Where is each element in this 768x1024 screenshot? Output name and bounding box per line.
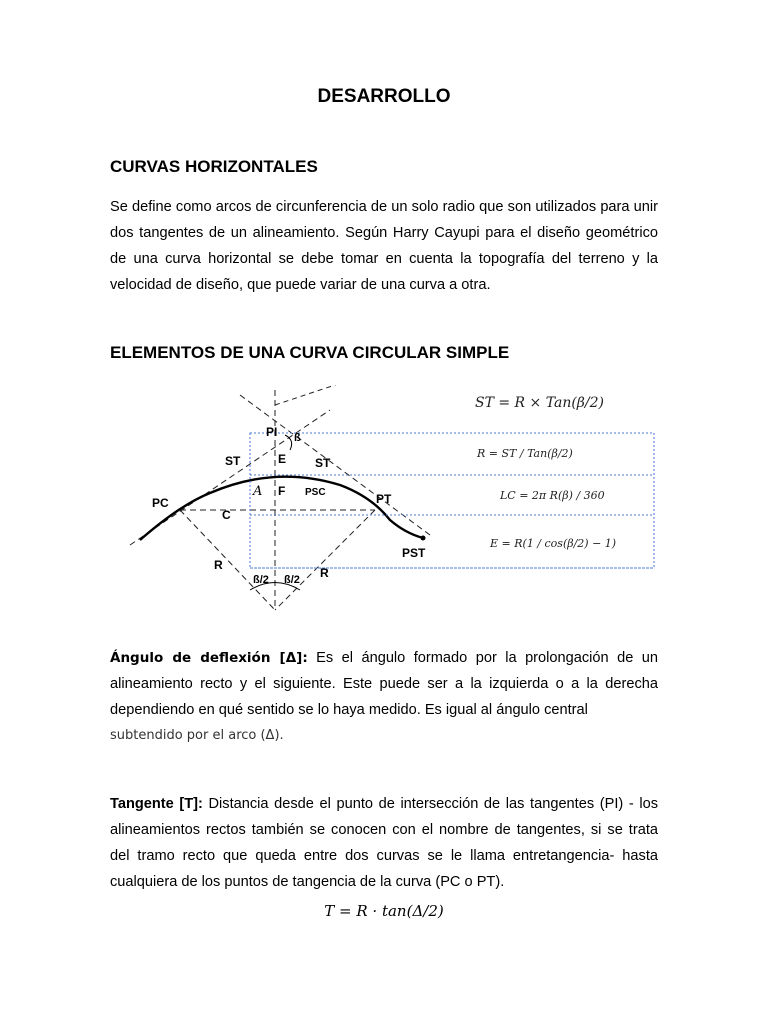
curve-diagram bbox=[110, 385, 660, 630]
section-heading-elementos: ELEMENTOS DE UNA CURVA CIRCULAR SIMPLE bbox=[110, 343, 510, 362]
paragraph-deflection bbox=[110, 645, 658, 749]
label-beta: ß bbox=[294, 432, 301, 444]
radius-right bbox=[275, 510, 375, 610]
label-beta-half-right: ß/2 bbox=[284, 574, 300, 586]
label-f: F bbox=[278, 484, 286, 498]
radius-left bbox=[180, 510, 275, 610]
formula-e: E = R(1 / cos(β/2) − 1) bbox=[490, 537, 617, 550]
page-title: DESARROLLO bbox=[317, 86, 451, 107]
label-st-left: ST bbox=[225, 454, 241, 468]
label-beta-half-left: ß/2 bbox=[253, 574, 269, 586]
label-psc: PSC bbox=[305, 487, 326, 498]
formula-st: ST = R × Tan(β/2) bbox=[475, 395, 604, 411]
label-e: E bbox=[278, 452, 287, 466]
label-r-right: R bbox=[320, 566, 329, 580]
deflection-text: Es el ángulo formado por la prolongación de un alineamiento recto y el siguiente. Este puede ser a la izquierda o a la derecha dependiendo en qué sentido se lo haya medido. Es igual al ángulo central bbox=[110, 650, 659, 718]
pst-point bbox=[421, 536, 426, 541]
deflection-text-tail: subtendido por el arco (Δ). bbox=[110, 728, 284, 743]
deflection-angle-arc bbox=[285, 435, 292, 450]
label-pt: PT bbox=[376, 492, 392, 506]
tangent-extension bbox=[275, 385, 350, 405]
formula-tangent: T = R · tan(Δ/2) bbox=[324, 902, 444, 920]
label-c: C bbox=[222, 508, 231, 522]
paragraph-curvas: Se define como arcos de circunferencia de un solo radio que son utilizados para unir dos tangentes de un alineamiento. Según Harry Cayupi para el diseño geométrico de una curva horizontal se debe tomar en cuenta la topografía del terreno y la velocidad de diseño, que puede variar de una curva a otra. bbox=[110, 199, 658, 293]
term-tangent: Tangente [T]: bbox=[110, 796, 203, 812]
label-st-right: ST bbox=[315, 456, 331, 470]
section-heading-curvas: CURVAS HORIZONTALES bbox=[110, 157, 318, 176]
label-pc: PC bbox=[152, 496, 169, 510]
tangent-line-right bbox=[240, 395, 430, 535]
label-pst: PST bbox=[402, 546, 426, 560]
formula-lc: LC = 2π R(β) / 360 bbox=[500, 489, 605, 502]
tangent-text: Distancia desde el punto de intersección de las tangentes (PI) - los alineamientos rectos también se conocen con el nombre de tangentes, si se trata del tramo recto que queda entre dos curvas se le llama entretangencia- hasta cualquiera de los puntos de tangencia de la curva (PC o PT). bbox=[110, 796, 658, 890]
paragraph-tangent bbox=[110, 791, 658, 895]
label-pi: PI bbox=[266, 425, 278, 439]
label-a: A bbox=[253, 484, 263, 499]
term-deflection: Ángulo de deflexión [Δ]: bbox=[110, 650, 308, 666]
formula-r: R = ST / Tan(β/2) bbox=[477, 447, 573, 460]
label-r-left: R bbox=[214, 558, 223, 572]
